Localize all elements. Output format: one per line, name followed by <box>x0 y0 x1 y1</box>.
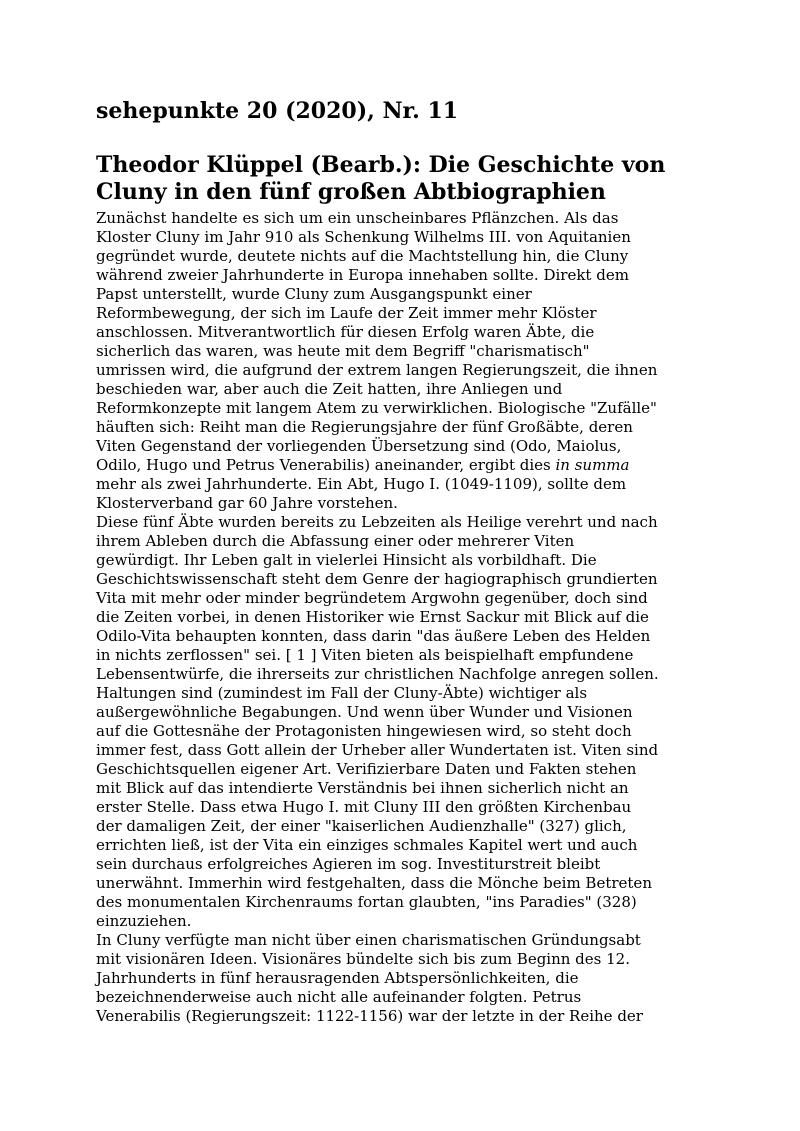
text-line: ihrem Ableben durch die Abfassung einer oder mehrerer Viten <box>96 532 575 550</box>
text-line: Reformkonzepte mit langem Atem zu verwirklichen. Biologische "Zufälle" <box>96 399 657 417</box>
text-line: Viten Gegenstand der vorliegenden Übersetzung sind (Odo, Maiolus, <box>96 437 622 455</box>
paragraph-2 <box>96 513 716 931</box>
paragraph-1 <box>96 209 716 513</box>
text-line: erster Stelle. Dass etwa Hugo I. mit Cluny III den größten Kirchenbau <box>96 798 632 816</box>
issue-heading: sehepunkte 20 (2020), Nr. 11 <box>96 98 459 124</box>
text-line: mit visionären Ideen. Visionäres bündelte sich bis zum Beginn des 12. <box>96 950 630 968</box>
paragraph-3 <box>96 931 716 1026</box>
text-line: bezeichnenderweise auch nicht alle aufeinander folgten. Petrus <box>96 988 582 1006</box>
text-line: sicherlich das waren, was heute mit dem Begriff "charismatisch" <box>96 342 590 360</box>
text-line: die Zeiten vorbei, in denen Historiker wie Ernst Sackur mit Blick auf die <box>96 608 649 626</box>
text-line: beschieden war, aber auch die Zeit hatten, ihre Anliegen und <box>96 380 563 398</box>
text-line: mehr als zwei Jahrhunderte. Ein Abt, Hugo I. (1049-1109), sollte dem <box>96 475 627 493</box>
text-line: Diese fünf Äbte wurden bereits zu Lebzeiten als Heilige verehrt und nach <box>96 513 658 531</box>
text-line: In Cluny verfügte man nicht über einen charismatischen Gründungsabt <box>96 931 641 949</box>
text-line: immer fest, dass Gott allein der Urheber aller Wundertaten ist. Viten sind <box>96 741 659 759</box>
text-line: Venerabilis (Regierungszeit: 1122-1156) war der letzte in der Reihe der <box>96 1007 643 1025</box>
text-line: gegründet wurde, deutete nichts auf die Machtstellung hin, die Cluny <box>96 247 629 265</box>
text-line: Klosterverband gar 60 Jahre vorstehen. <box>96 494 398 512</box>
text-line: einzuziehen. <box>96 912 192 930</box>
text-line: während zweier Jahrhunderte in Europa innehaben sollte. Direkt dem <box>96 266 629 284</box>
text-line: unerwähnt. Immerhin wird festgehalten, dass die Mönche beim Betreten <box>96 874 652 892</box>
review-title <box>96 152 706 206</box>
text-line: anschlossen. Mitverantwortlich für diesen Erfolg waren Äbte, die <box>96 323 595 341</box>
text-line: auf die Gottesnähe der Protagonisten hingewiesen wird, so steht doch <box>96 722 632 740</box>
text-line: Reformbewegung, der sich im Laufe der Zeit immer mehr Klöster <box>96 304 597 322</box>
text-line <box>96 456 716 475</box>
text-line: häuften sich: Reiht man die Regierungsjahre der fünf Großäbte, deren <box>96 418 633 436</box>
text-line: mit Blick auf das intendierte Verständnis bei ihnen sicherlich nicht an <box>96 779 629 797</box>
text-line: Jahrhunderts in fünf herausragenden Abtspersönlichkeiten, die <box>96 969 579 987</box>
text-line: der damaligen Zeit, der einer "kaiserlichen Audienzhalle" (327) glich, <box>96 817 627 835</box>
text-line: Lebensentwürfe, die ihrerseits zur christlichen Nachfolge anregen sollen. <box>96 665 659 683</box>
review-title-line: Cluny in den fünf großen Abtbiographien <box>96 179 606 205</box>
latin-phrase: in summa <box>555 456 630 474</box>
review-title-line: Theodor Klüppel (Bearb.): Die Geschichte von <box>96 152 666 178</box>
text-line: gewürdigt. Ihr Leben galt in vielerlei Hinsicht als vorbildhaft. Die <box>96 551 597 569</box>
text-line: errichten ließ, ist der Vita ein einziges schmales Kapitel wert und auch <box>96 836 638 854</box>
text-line: Kloster Cluny im Jahr 910 als Schenkung Wilhelms III. von Aquitanien <box>96 228 631 246</box>
text-line: Haltungen sind (zumindest im Fall der Cluny-Äbte) wichtiger als <box>96 684 588 702</box>
text-line: Geschichtsquellen eigener Art. Verifizierbare Daten und Fakten stehen <box>96 760 637 778</box>
text-segment: Odilo, Hugo und Petrus Venerabilis) aneinander, ergibt dies <box>96 456 556 474</box>
text-line: außergewöhnliche Begabungen. Und wenn über Wunder und Visionen <box>96 703 633 721</box>
text-line: Papst unterstellt, wurde Cluny zum Ausgangspunkt einer <box>96 285 532 303</box>
text-line: Vita mit mehr oder minder begründetem Argwohn gegenüber, doch sind <box>96 589 648 607</box>
text-line: des monumentalen Kirchenraums fortan glaubten, "ins Paradies" (328) <box>96 893 637 911</box>
text-line: Zunächst handelte es sich um ein unscheinbares Pflänzchen. Als das <box>96 209 619 227</box>
text-line: umrissen wird, die aufgrund der extrem langen Regierungszeit, die ihnen <box>96 361 658 379</box>
text-line: sein durchaus erfolgreiches Agieren im sog. Investiturstreit bleibt <box>96 855 601 873</box>
text-line: Odilo-Vita behaupten konnten, dass darin "das äußere Leben des Helden <box>96 627 651 645</box>
text-line: in nichts zerflossen" sei. [ 1 ] Viten bieten als beispielhaft empfundene <box>96 646 634 664</box>
review-body <box>96 209 716 1026</box>
text-line: Geschichtswissenschaft steht dem Genre der hagiographisch grundierten <box>96 570 658 588</box>
